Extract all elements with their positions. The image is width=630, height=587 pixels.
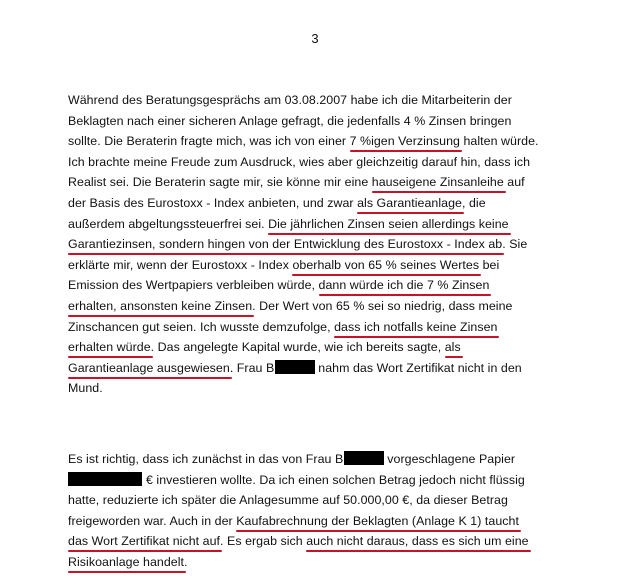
underlined-phrase: Risikoanlage handelt	[68, 554, 185, 569]
underlined-phrase: dass ich notfalls keine Zinsen	[334, 319, 498, 334]
underlined-phrase: als	[444, 340, 461, 355]
underlined-phrase: Garantiezinsen, sondern hingen von der Entwicklung des Eurostoxx - Index ab	[68, 237, 503, 252]
text-line: Während des Beratungsgesprächs am 03.08.2007 habe ich die Mitarbeiterin der	[68, 93, 512, 107]
redaction-block	[344, 451, 384, 465]
text-line: Risikoanlage handelt.	[68, 554, 188, 569]
text-line: Zinschancen gut seien. Ich wusste demzufolge, dass ich notfalls keine Zinsen	[68, 319, 498, 334]
redaction-block	[275, 360, 315, 374]
underlined-phrase: oberhalb von 65 % seines Wertes	[292, 257, 480, 272]
text-line: außerdem abgeltungssteuerfrei sei. Die jährlichen Zinsen seien allerdings keine	[68, 216, 509, 231]
text-line: Beklagten nach einer sicheren Anlage gefragt, die jedenfalls 4 % Zinsen bringen	[68, 113, 512, 128]
underlined-phrase: Die jährlichen Zinsen seien allerdings keine	[268, 216, 509, 231]
paragraph-1	[68, 90, 588, 399]
text-line: freigeworden war. Auch in der Kaufabrechnung der Beklagten (Anlage K 1) taucht	[68, 513, 519, 528]
text-line: Emission des Wertpapiers verbleiben würde, dann würde ich die 7 % Zinsen	[68, 278, 490, 293]
redaction-block	[68, 472, 142, 486]
page-number: 3	[311, 31, 319, 46]
text-line: sollte. Die Beraterin fragte mich, was ich von einer 7 %igen Verzinsung halten würde.	[68, 134, 539, 149]
text-line: Es ist richtig, dass ich zunächst in das von Frau B vorgeschlagene Papier	[68, 452, 516, 466]
text-line: Ich brachte meine Freude zum Ausdruck, wies aber gleichzeitig darauf hin, dass ich	[68, 154, 531, 169]
text-line: erhalten, ansonsten keine Zinsen. Der Wert von 65 % sei so niedrig, dass meine	[68, 298, 513, 313]
text-line: erhalten würde. Das angelegte Kapital wurde, wie ich bereits sagte, als	[68, 340, 461, 355]
paragraph-2	[68, 449, 588, 573]
underlined-phrase: 7 %igen Verzinsung	[349, 134, 460, 149]
underlined-phrase: Kaufabrechnung der Beklagten (Anlage K 1) taucht	[236, 513, 519, 528]
underlined-phrase: auch nicht daraus, dass es sich um eine	[306, 534, 529, 549]
underlined-phrase: dann würde ich die 7 % Zinsen	[318, 278, 490, 293]
text-line: erklärte mir, wenn der Eurostoxx - Index oberhalb von 65 % seines Wertes bei	[68, 257, 500, 272]
underlined-phrase: Garantieanlage ausgewiesen	[68, 360, 230, 375]
text-line: Garantieanlage ausgewiesen. Frau B nahm das Wort Zertifikat nicht in den	[68, 360, 522, 375]
text-line: € investieren wollte. Da ich einen solchen Betrag jedoch nicht flüssig	[68, 470, 588, 491]
underlined-phrase: als Garantieanlage	[357, 195, 462, 210]
underlined-phrase: erhalten würde	[68, 340, 151, 355]
text-line: hatte, reduzierte ich später die Anlagesumme auf 50.000,00 €, da dieser Betrag	[68, 493, 508, 508]
text-line: Garantiezinsen, sondern hingen von der Entwicklung des Eurostoxx - Index ab. Sie	[68, 237, 528, 252]
text-line: Mund.	[68, 381, 103, 396]
text-line: Realist sei. Die Beraterin sagte mir, sie könne mir eine hauseigene Zinsanleihe auf	[68, 175, 525, 190]
underlined-phrase: hauseigene Zinsanleihe	[371, 175, 504, 190]
text-line: das Wort Zertifikat nicht auf. Es ergab sich auch nicht daraus, dass es sich um eine	[68, 534, 529, 549]
text-line: der Basis des Eurostoxx - Index anbieten, und zwar als Garantieanlage, die	[68, 195, 486, 210]
underlined-phrase: erhalten, ansonsten keine Zinsen	[68, 298, 253, 313]
underlined-phrase: das Wort Zertifikat nicht auf	[68, 534, 221, 549]
